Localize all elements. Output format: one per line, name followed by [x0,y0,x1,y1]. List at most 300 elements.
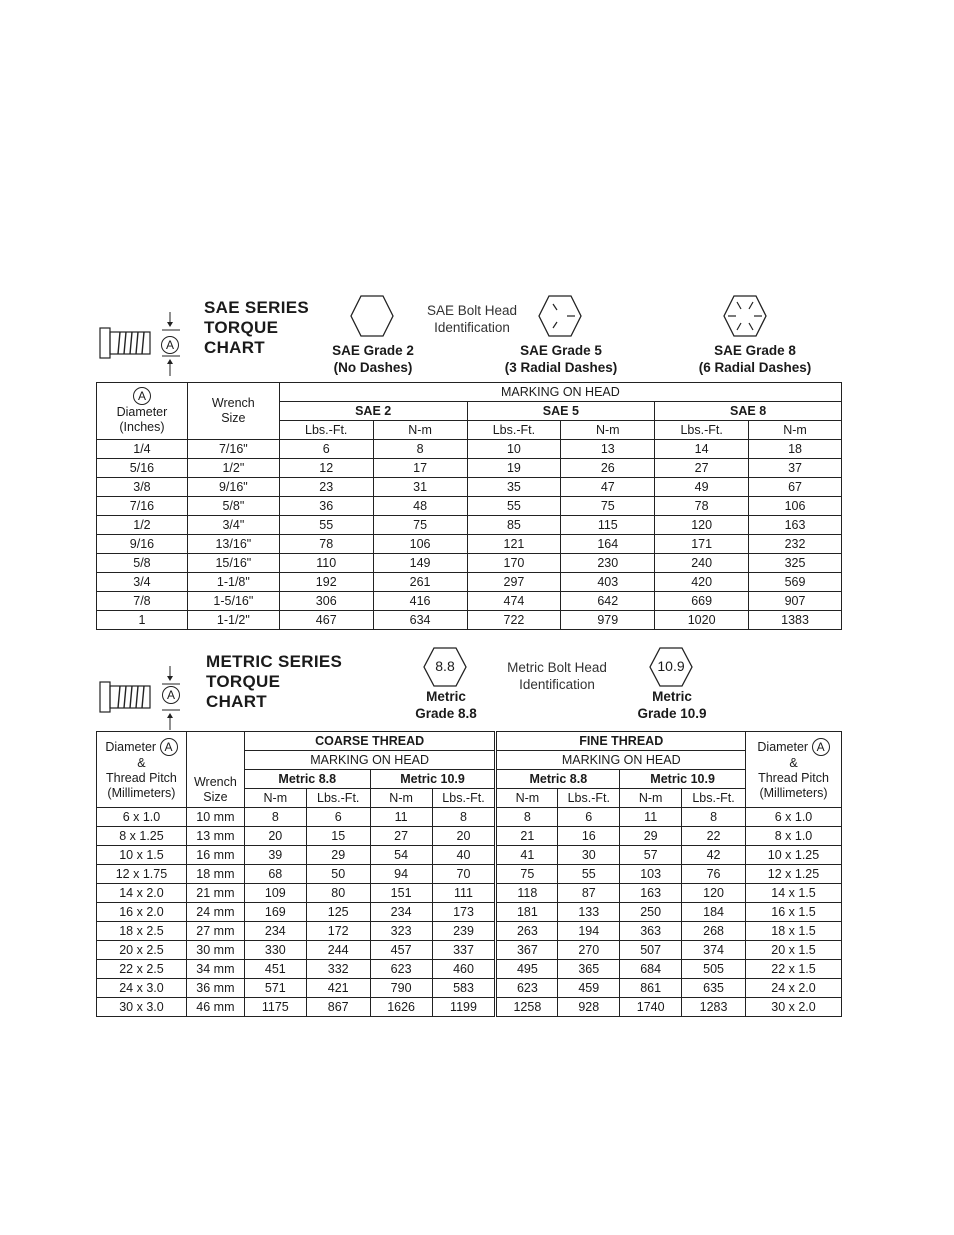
metric-cell-f88-nm: 623 [496,979,558,998]
sae-table-body [97,440,842,630]
metric-c109-nm-header: N-m [370,789,432,808]
metric-grade88-name: Metric [426,689,466,704]
metric-coarse-marking-header: MARKING ON HEAD [244,751,496,770]
sae-grade5-name: SAE Grade 5 [520,343,602,358]
metric-cell-c109-nm: 151 [370,884,432,903]
metric-fine-header: FINE THREAD [496,732,746,751]
metric-cell-wrench: 46 mm [186,998,244,1017]
metric-grade109-sub: Grade 10.9 [637,706,707,721]
metric-header-mm-right: (Millimeters) [759,786,828,800]
table-row [97,535,842,554]
metric-cell-f109-nm: 363 [620,922,682,941]
metric-cell-coarse-size: 6 x 1.0 [97,808,187,827]
sae-cell-g5-lbs: 170 [467,554,561,573]
sae-title [204,298,309,358]
sae-title-line1: SAE SERIES [204,298,310,317]
metric-f88-lbs-header: Lbs.-Ft. [558,789,620,808]
metric-title-line2: TORQUE [206,672,281,691]
metric-grade88-sub: Grade 8.8 [415,706,477,721]
metric-cell-fine-size: 8 x 1.0 [746,827,842,846]
metric-header-amp: & [137,756,146,770]
metric-cell-f109-lbs: 635 [682,979,746,998]
sae-cell-wrench: 1-1/2" [187,611,279,630]
metric-fine-marking-header: MARKING ON HEAD [496,751,746,770]
metric-grade109-mark: 10.9 [657,658,685,674]
sae-grade8-sub: (6 Radial Dashes) [698,360,812,375]
metric-cell-c88-lbs: 172 [306,922,370,941]
metric-cell-f109-lbs: 505 [682,960,746,979]
sae-grade8-name: SAE Grade 8 [714,343,796,358]
sae-cell-g8-lbs: 669 [655,592,749,611]
sae-cell-wrench: 1-5/16" [187,592,279,611]
sae-cell-g8-lbs: 420 [655,573,749,592]
sae-cell-g5-lbs: 10 [467,440,561,459]
sae-cell-g2-lbs: 110 [279,554,373,573]
metric-grade109-name: Metric [652,689,692,704]
metric-cell-f88-nm: 181 [496,903,558,922]
metric-header-thread-pitch: Thread Pitch [106,771,177,785]
table-row [97,592,842,611]
sae-bolt-id-line1: SAE Bolt Head [426,303,518,318]
metric-cell-c109-lbs: 173 [432,903,496,922]
sae-cell-g8-nm: 163 [749,516,842,535]
sae-header-diameter: Diameter [116,405,168,419]
sae-cell-g2-nm: 634 [373,611,467,630]
sae-grade5-hex-icon [537,294,583,338]
metric-header-a-symbol: A [160,738,178,756]
sae-cell-g5-nm: 642 [561,592,655,611]
metric-cell-fine-size: 16 x 1.5 [746,903,842,922]
table-row [97,516,842,535]
metric-header-mm: (Millimeters) [107,786,176,800]
metric-cell-c88-nm: 68 [244,865,306,884]
table-row [97,459,842,478]
metric-cell-f88-nm: 367 [496,941,558,960]
metric-cell-c109-nm: 323 [370,922,432,941]
metric-c88-nm-header: N-m [244,789,306,808]
metric-cell-c88-nm: 20 [244,827,306,846]
metric-header-size: Size [203,790,228,804]
sae-cell-g5-nm: 403 [561,573,655,592]
metric-coarse-109-header: Metric 10.9 [370,770,496,789]
sae-grade2-hex-icon [349,294,395,338]
metric-cell-f109-nm: 103 [620,865,682,884]
sae-header-size: Size [221,411,246,425]
metric-cell-f88-nm: 263 [496,922,558,941]
metric-cell-f88-nm: 495 [496,960,558,979]
sae-cell-g2-lbs: 23 [279,478,373,497]
metric-cell-coarse-size: 18 x 2.5 [97,922,187,941]
metric-cell-c88-nm: 39 [244,846,306,865]
metric-c88-lbs-header: Lbs.-Ft. [306,789,370,808]
sae-bolt-id-line2: Identification [434,320,510,335]
sae-cell-wrench: 5/8" [187,497,279,516]
sae-cell-g2-lbs: 12 [279,459,373,478]
metric-cell-f109-lbs: 374 [682,941,746,960]
sae-cell-g5-lbs: 121 [467,535,561,554]
sae-cell-g2-nm: 106 [373,535,467,554]
metric-cell-c109-lbs: 337 [432,941,496,960]
metric-header-amp-right: & [789,756,798,770]
metric-cell-c88-nm: 451 [244,960,306,979]
metric-cell-fine-size: 12 x 1.25 [746,865,842,884]
metric-cell-f109-nm: 684 [620,960,682,979]
metric-cell-f109-lbs: 1283 [682,998,746,1017]
metric-title-line1: METRIC SERIES [206,652,343,671]
table-row [97,808,842,827]
metric-fine-109-header: Metric 10.9 [620,770,746,789]
table-row [97,865,842,884]
metric-cell-f88-lbs: 270 [558,941,620,960]
metric-cell-f109-nm: 861 [620,979,682,998]
sae-header-inches: (Inches) [119,420,165,434]
sae-cell-g2-lbs: 6 [279,440,373,459]
metric-grade109-hex-icon [648,646,694,688]
metric-bolt-id-label [494,659,620,693]
sae-cell-diameter: 7/16 [97,497,188,516]
metric-grade88-mark: 8.8 [435,658,455,674]
metric-cell-f109-lbs: 120 [682,884,746,903]
sae-cell-g8-nm: 67 [749,478,842,497]
sae-grade8-hex-icon [722,294,768,338]
metric-cell-coarse-size: 14 x 2.0 [97,884,187,903]
sae-grade2-header: SAE 2 [279,402,467,421]
sae-wrench-header [187,383,279,440]
sae-cell-g8-nm: 106 [749,497,842,516]
table-row [97,554,842,573]
metric-cell-coarse-size: 30 x 3.0 [97,998,187,1017]
metric-cell-c88-lbs: 50 [306,865,370,884]
metric-cell-fine-size: 10 x 1.25 [746,846,842,865]
sae-cell-g2-nm: 31 [373,478,467,497]
metric-cell-f88-nm: 75 [496,865,558,884]
metric-cell-c88-nm: 8 [244,808,306,827]
metric-cell-f88-lbs: 30 [558,846,620,865]
table-row [97,573,842,592]
sae-a-symbol: A [161,336,179,354]
metric-cell-c88-lbs: 6 [306,808,370,827]
metric-grade88-hex-icon [422,646,468,688]
metric-cell-wrench: 24 mm [186,903,244,922]
metric-cell-c109-nm: 11 [370,808,432,827]
metric-cell-c109-nm: 54 [370,846,432,865]
sae-cell-g2-lbs: 36 [279,497,373,516]
metric-cell-c109-lbs: 1199 [432,998,496,1017]
table-row [97,903,842,922]
metric-cell-fine-size: 22 x 1.5 [746,960,842,979]
sae-cell-g5-lbs: 35 [467,478,561,497]
metric-torque-table [96,731,842,1017]
sae-g2-lbs-header: Lbs.-Ft. [279,421,373,440]
metric-cell-wrench: 13 mm [186,827,244,846]
table-row [97,979,842,998]
metric-fine-88-header: Metric 8.8 [496,770,620,789]
sae-g8-nm-header: N-m [749,421,842,440]
sae-cell-wrench: 15/16" [187,554,279,573]
sae-grade2-name: SAE Grade 2 [332,343,414,358]
metric-cell-c109-nm: 790 [370,979,432,998]
sae-cell-g5-lbs: 297 [467,573,561,592]
sae-grade5-label [490,342,632,376]
metric-cell-fine-size: 18 x 1.5 [746,922,842,941]
sae-cell-diameter: 3/4 [97,573,188,592]
sae-cell-g8-nm: 569 [749,573,842,592]
metric-cell-f109-lbs: 268 [682,922,746,941]
metric-cell-c88-nm: 109 [244,884,306,903]
sae-grade8-header: SAE 8 [655,402,842,421]
metric-cell-c88-nm: 1175 [244,998,306,1017]
sae-cell-wrench: 9/16" [187,478,279,497]
metric-cell-f109-nm: 507 [620,941,682,960]
metric-f88-nm-header: N-m [496,789,558,808]
sae-cell-g2-lbs: 55 [279,516,373,535]
metric-cell-wrench: 16 mm [186,846,244,865]
metric-cell-coarse-size: 22 x 2.5 [97,960,187,979]
metric-cell-c88-lbs: 15 [306,827,370,846]
sae-cell-g8-nm: 232 [749,535,842,554]
metric-cell-f88-lbs: 365 [558,960,620,979]
metric-table-body [97,808,842,1017]
sae-grade5-header: SAE 5 [467,402,655,421]
metric-cell-coarse-size: 16 x 2.0 [97,903,187,922]
metric-wrench-header [186,732,244,808]
metric-cell-f88-nm: 41 [496,846,558,865]
sae-cell-diameter: 1/2 [97,516,188,535]
metric-cell-c88-lbs: 80 [306,884,370,903]
metric-cell-coarse-size: 20 x 2.5 [97,941,187,960]
sae-cell-g8-lbs: 120 [655,516,749,535]
table-row [97,922,842,941]
metric-coarse-88-header: Metric 8.8 [244,770,370,789]
sae-bolt-id-label [410,302,534,336]
sae-cell-g5-nm: 47 [561,478,655,497]
metric-cell-wrench: 18 mm [186,865,244,884]
sae-grade2-label [312,342,434,376]
sae-cell-diameter: 5/8 [97,554,188,573]
metric-cell-fine-size: 6 x 1.0 [746,808,842,827]
metric-cell-c109-lbs: 40 [432,846,496,865]
sae-cell-g2-nm: 416 [373,592,467,611]
sae-cell-diameter: 9/16 [97,535,188,554]
metric-cell-c88-nm: 169 [244,903,306,922]
metric-grade88-label [396,688,496,722]
sae-cell-g5-nm: 979 [561,611,655,630]
metric-cell-f88-lbs: 928 [558,998,620,1017]
metric-cell-c109-lbs: 20 [432,827,496,846]
sae-cell-g5-lbs: 722 [467,611,561,630]
metric-cell-f109-lbs: 22 [682,827,746,846]
sae-cell-g2-nm: 48 [373,497,467,516]
sae-cell-g5-nm: 13 [561,440,655,459]
table-row [97,827,842,846]
table-row [97,884,842,903]
sae-cell-g5-nm: 26 [561,459,655,478]
metric-cell-coarse-size: 8 x 1.25 [97,827,187,846]
metric-cell-c109-lbs: 583 [432,979,496,998]
metric-cell-c88-lbs: 332 [306,960,370,979]
metric-cell-f109-lbs: 76 [682,865,746,884]
metric-cell-c88-nm: 330 [244,941,306,960]
sae-cell-g2-nm: 261 [373,573,467,592]
metric-cell-f88-lbs: 87 [558,884,620,903]
sae-cell-wrench: 13/16" [187,535,279,554]
metric-cell-f88-lbs: 6 [558,808,620,827]
metric-cell-wrench: 10 mm [186,808,244,827]
metric-cell-c109-lbs: 70 [432,865,496,884]
sae-cell-g5-lbs: 55 [467,497,561,516]
sae-cell-g5-lbs: 19 [467,459,561,478]
sae-cell-g5-nm: 164 [561,535,655,554]
metric-cell-c109-nm: 457 [370,941,432,960]
sae-header-a-symbol: A [133,387,151,405]
table-row [97,478,842,497]
sae-cell-wrench: 1-1/8" [187,573,279,592]
sae-g8-lbs-header: Lbs.-Ft. [655,421,749,440]
metric-title-line3: CHART [206,692,267,711]
sae-grade8-label [680,342,830,376]
metric-cell-f88-nm: 8 [496,808,558,827]
sae-cell-diameter: 1/4 [97,440,188,459]
metric-f109-nm-header: N-m [620,789,682,808]
table-row [97,440,842,459]
sae-cell-g8-nm: 1383 [749,611,842,630]
metric-cell-fine-size: 24 x 2.0 [746,979,842,998]
metric-cell-fine-size: 30 x 2.0 [746,998,842,1017]
metric-diameter-header [97,732,187,808]
metric-cell-wrench: 36 mm [186,979,244,998]
table-row [97,960,842,979]
metric-cell-c109-nm: 234 [370,903,432,922]
metric-cell-c109-lbs: 111 [432,884,496,903]
sae-g2-nm-header: N-m [373,421,467,440]
metric-header-diameter-right: Diameter [757,740,809,754]
metric-a-symbol: A [162,686,180,704]
sae-g5-nm-header: N-m [561,421,655,440]
sae-cell-diameter: 7/8 [97,592,188,611]
sae-cell-g2-nm: 149 [373,554,467,573]
metric-cell-c88-lbs: 125 [306,903,370,922]
metric-cell-f88-nm: 21 [496,827,558,846]
metric-cell-c88-lbs: 421 [306,979,370,998]
metric-title [206,652,342,712]
metric-bolt-id-line2: Identification [519,677,595,692]
sae-cell-g2-lbs: 306 [279,592,373,611]
metric-f109-lbs-header: Lbs.-Ft. [682,789,746,808]
metric-cell-c88-lbs: 867 [306,998,370,1017]
metric-cell-f109-lbs: 42 [682,846,746,865]
sae-title-line3: CHART [204,338,265,357]
sae-cell-wrench: 1/2" [187,459,279,478]
sae-cell-g8-nm: 18 [749,440,842,459]
sae-cell-g2-nm: 8 [373,440,467,459]
metric-header-thread-pitch-right: Thread Pitch [758,771,829,785]
metric-cell-c88-nm: 234 [244,922,306,941]
metric-diameter-header-right [746,732,842,808]
sae-cell-g8-lbs: 1020 [655,611,749,630]
metric-cell-f88-lbs: 16 [558,827,620,846]
table-row [97,941,842,960]
sae-cell-g2-nm: 75 [373,516,467,535]
sae-cell-wrench: 3/4" [187,516,279,535]
metric-cell-wrench: 34 mm [186,960,244,979]
metric-cell-fine-size: 14 x 1.5 [746,884,842,903]
metric-cell-wrench: 30 mm [186,941,244,960]
metric-cell-f109-nm: 250 [620,903,682,922]
metric-cell-f109-nm: 57 [620,846,682,865]
metric-cell-f88-lbs: 55 [558,865,620,884]
sae-cell-g8-lbs: 240 [655,554,749,573]
metric-cell-c88-nm: 571 [244,979,306,998]
sae-torque-table [96,382,842,630]
sae-grade5-sub: (3 Radial Dashes) [504,360,618,375]
sae-cell-g8-lbs: 171 [655,535,749,554]
metric-cell-coarse-size: 12 x 1.75 [97,865,187,884]
metric-header-wrench: Wrench [193,775,237,789]
sae-cell-g8-lbs: 27 [655,459,749,478]
metric-cell-f109-nm: 1740 [620,998,682,1017]
sae-cell-g8-nm: 325 [749,554,842,573]
sae-title-line2: TORQUE [204,318,279,337]
metric-cell-c109-nm: 1626 [370,998,432,1017]
metric-cell-c88-lbs: 244 [306,941,370,960]
metric-cell-f88-lbs: 194 [558,922,620,941]
metric-cell-f88-nm: 1258 [496,998,558,1017]
sae-cell-g8-nm: 907 [749,592,842,611]
sae-cell-diameter: 1 [97,611,188,630]
sae-grade2-sub: (No Dashes) [333,360,413,375]
sae-cell-diameter: 3/8 [97,478,188,497]
sae-cell-diameter: 5/16 [97,459,188,478]
metric-cell-c109-nm: 27 [370,827,432,846]
sae-cell-g5-nm: 75 [561,497,655,516]
metric-cell-f88-lbs: 133 [558,903,620,922]
metric-cell-wrench: 27 mm [186,922,244,941]
metric-cell-f109-lbs: 184 [682,903,746,922]
sae-cell-g8-lbs: 78 [655,497,749,516]
metric-header-a-symbol-right: A [812,738,830,756]
table-row [97,998,842,1017]
metric-cell-coarse-size: 24 x 3.0 [97,979,187,998]
metric-cell-f109-nm: 163 [620,884,682,903]
sae-cell-g8-nm: 37 [749,459,842,478]
metric-cell-c109-lbs: 239 [432,922,496,941]
sae-cell-g2-lbs: 192 [279,573,373,592]
sae-cell-g5-nm: 115 [561,516,655,535]
metric-cell-c109-nm: 623 [370,960,432,979]
metric-cell-fine-size: 20 x 1.5 [746,941,842,960]
table-row [97,611,842,630]
metric-c109-lbs-header: Lbs.-Ft. [432,789,496,808]
metric-cell-f88-nm: 118 [496,884,558,903]
sae-cell-g5-nm: 230 [561,554,655,573]
metric-cell-c88-lbs: 29 [306,846,370,865]
sae-cell-g5-lbs: 474 [467,592,561,611]
metric-cell-wrench: 21 mm [186,884,244,903]
metric-cell-f109-nm: 11 [620,808,682,827]
sae-cell-g2-lbs: 78 [279,535,373,554]
sae-cell-g2-nm: 17 [373,459,467,478]
table-row [97,846,842,865]
sae-diameter-header [97,383,188,440]
sae-marking-header: MARKING ON HEAD [279,383,841,402]
table-row [97,497,842,516]
metric-cell-c109-lbs: 460 [432,960,496,979]
sae-cell-g2-lbs: 467 [279,611,373,630]
sae-cell-wrench: 7/16" [187,440,279,459]
metric-header-diameter: Diameter [105,740,157,754]
metric-cell-f88-lbs: 459 [558,979,620,998]
metric-cell-c109-lbs: 8 [432,808,496,827]
